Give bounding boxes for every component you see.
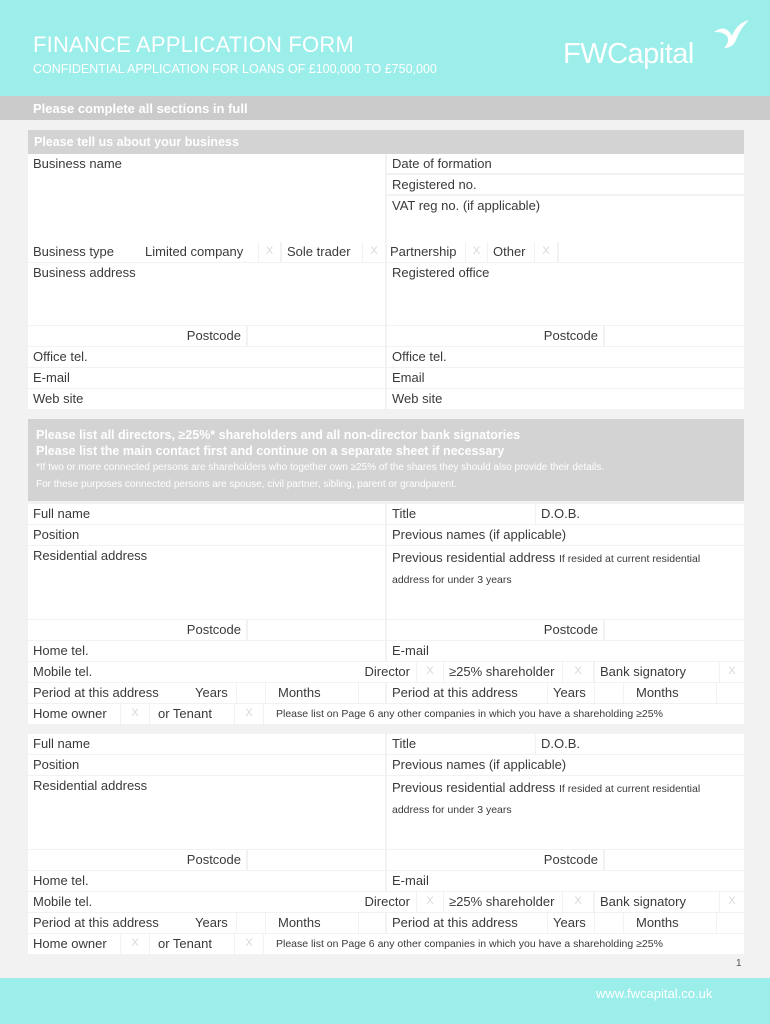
person1-position-field[interactable]: Position — [28, 525, 385, 545]
person2-tenant-checkbox[interactable]: X — [235, 934, 263, 954]
directors-note2: For these purposes connected persons are spouse, civil partner, sibling, parent or grandparent. — [36, 479, 457, 490]
person2-shareholder-label: ≥25% shareholder — [444, 892, 562, 912]
person1-previous-address-note2: address for under 3 years — [392, 574, 512, 586]
person1-mobile-tel-label: Mobile tel. — [33, 664, 93, 679]
person1-shareholder-label: ≥25% shareholder — [444, 662, 562, 682]
vat-reg-field[interactable]: VAT reg no. (if applicable) — [387, 196, 744, 242]
person2-previous-address-field[interactable] — [387, 776, 744, 849]
person2-prev-months-label: Months — [624, 913, 716, 933]
registered-website-field[interactable]: Web site — [387, 389, 744, 409]
person1-title-field[interactable]: Title — [387, 504, 535, 524]
person1-home-owner-checkbox[interactable]: X — [121, 704, 149, 724]
person2-other-companies-note: Please list on Page 6 any other companies in which you have a shareholding ≥25% — [264, 934, 744, 954]
person1-bank-signatory-label: Bank signatory — [595, 662, 719, 682]
person1-tenant-checkbox[interactable]: X — [235, 704, 263, 724]
business-website-field[interactable]: Web site — [28, 389, 385, 409]
person2-prev-years-field[interactable] — [595, 913, 623, 933]
other-checkbox[interactable]: X — [535, 242, 557, 262]
other-type-field[interactable] — [559, 242, 744, 262]
partnership-label: Partnership — [387, 242, 465, 262]
registered-office-tel-field[interactable]: Office tel. — [387, 347, 744, 367]
person1-prev-months-field[interactable] — [717, 683, 744, 703]
person1-other-companies-note: Please list on Page 6 any other companies in which you have a shareholding ≥25% — [264, 704, 744, 724]
person2-home-owner-checkbox[interactable]: X — [121, 934, 149, 954]
registered-no-field[interactable]: Registered no. — [387, 175, 744, 194]
person2-postcode-field[interactable] — [248, 850, 385, 870]
person1-previous-address-note: If resided at current residential — [558, 553, 701, 565]
footer-url-link[interactable]: www.fwcapital.co.uk — [596, 986, 713, 1001]
registered-office-field[interactable]: Registered office — [387, 263, 744, 325]
person2-residential-address-field[interactable]: Residential address — [28, 776, 385, 849]
person1-director-checkbox[interactable]: X — [417, 662, 443, 682]
person2-prev-years-label: Years — [548, 913, 594, 933]
person2-postcode-label: Postcode — [28, 850, 246, 870]
person2-shareholder-checkbox[interactable]: X — [563, 892, 593, 912]
person1-residential-address-field[interactable]: Residential address — [28, 546, 385, 619]
directors-title-line1: Please list all directors, ≥25%* shareholders and all non-director bank signatories — [36, 428, 521, 442]
business-address-field[interactable]: Business address — [28, 263, 385, 325]
person2-dob-field[interactable]: D.O.B. — [536, 734, 744, 754]
person2-years-field[interactable] — [237, 913, 265, 933]
directors-title-line2: Please list the main contact first and continue on a separate sheet if necessary — [36, 444, 505, 458]
limited-company-checkbox[interactable]: X — [259, 242, 280, 262]
person1-postcode-label: Postcode — [28, 620, 246, 640]
person1-home-tel-field[interactable]: Home tel. — [28, 641, 385, 661]
person1-mobile-tel-field[interactable] — [28, 662, 416, 682]
directors-note1: *If two or more connected persons are shareholders who together own ≥25% of the shares they should also provide their details. — [36, 462, 605, 473]
person1-email-field[interactable]: E-mail — [387, 641, 744, 661]
sole-trader-checkbox[interactable]: X — [363, 242, 385, 262]
registered-email-field[interactable]: Email — [387, 368, 744, 388]
person2-previous-address-label: Previous residential address — [392, 780, 556, 795]
instructions-band: Please complete all sections in full — [0, 96, 770, 120]
person2-previous-names-field[interactable]: Previous names (if applicable) — [387, 755, 744, 775]
person1-prev-months-label: Months — [624, 683, 716, 703]
person2-title-field[interactable]: Title — [387, 734, 535, 754]
page-number: 1 — [736, 958, 742, 969]
person1-prev-postcode-label: Postcode — [387, 620, 603, 640]
person2-months-field[interactable] — [359, 913, 385, 933]
partnership-checkbox[interactable]: X — [466, 242, 487, 262]
person1-shareholder-checkbox[interactable]: X — [563, 662, 593, 682]
person2-prev-months-field[interactable] — [717, 913, 744, 933]
person2-position-field[interactable]: Position — [28, 755, 385, 775]
person1-full-name-field[interactable]: Full name — [28, 504, 385, 524]
person1-months-field[interactable] — [359, 683, 385, 703]
person1-years-field[interactable] — [237, 683, 265, 703]
business-postcode-field[interactable] — [248, 326, 385, 346]
limited-company-label: Limited company — [140, 242, 258, 262]
person2-bank-signatory-checkbox[interactable]: X — [720, 892, 744, 912]
person1-previous-address-field[interactable] — [387, 546, 744, 619]
header-banner — [0, 0, 770, 96]
person2-previous-address-note: If resided at current residential — [558, 783, 701, 795]
person1-dob-field[interactable]: D.O.B. — [536, 504, 744, 524]
person2-prev-postcode-field[interactable] — [605, 850, 744, 870]
business-name-field[interactable]: Business name — [28, 154, 385, 242]
person2-tenant-label: or Tenant — [150, 934, 234, 954]
form-title: FINANCE APPLICATION FORM — [33, 32, 354, 57]
person2-months-label: Months — [266, 913, 358, 933]
person1-prev-years-label: Years — [548, 683, 594, 703]
registered-postcode-label: Postcode — [387, 326, 603, 346]
person2-director-label: Director — [364, 894, 410, 909]
logo: FWCapital — [563, 38, 694, 70]
directors-section-title — [28, 419, 744, 501]
business-type-label: Business type — [28, 242, 140, 262]
person2-director-checkbox[interactable]: X — [417, 892, 443, 912]
person1-postcode-field[interactable] — [248, 620, 385, 640]
office-tel-field[interactable]: Office tel. — [28, 347, 385, 367]
person2-previous-address-note2: address for under 3 years — [392, 804, 512, 816]
person1-years-label: Years — [190, 683, 236, 703]
person2-mobile-tel-label: Mobile tel. — [33, 894, 93, 909]
footer-banner — [0, 978, 770, 1024]
sole-trader-label: Sole trader — [282, 242, 362, 262]
person2-prev-postcode-label: Postcode — [387, 850, 603, 870]
person1-previous-names-field[interactable]: Previous names (if applicable) — [387, 525, 744, 545]
bird-logo-icon — [712, 18, 750, 54]
person1-home-owner-label: Home owner — [28, 704, 120, 724]
other-label: Other — [488, 242, 534, 262]
person1-prev-years-field[interactable] — [595, 683, 623, 703]
business-postcode-label: Postcode — [28, 326, 246, 346]
person1-tenant-label: or Tenant — [150, 704, 234, 724]
business-section-title: Please tell us about your business — [28, 130, 744, 154]
business-email-field[interactable]: E-mail — [28, 368, 385, 388]
person2-email-field[interactable]: E-mail — [387, 871, 744, 891]
date-of-formation-field[interactable]: Date of formation — [387, 154, 744, 173]
person2-full-name-field[interactable]: Full name — [28, 734, 385, 754]
person2-period-label: Period at this address — [28, 913, 190, 933]
person1-previous-address-label: Previous residential address — [392, 550, 556, 565]
person1-prev-postcode-field[interactable] — [605, 620, 744, 640]
person1-director-label: Director — [364, 664, 410, 679]
person2-prev-period-label: Period at this address — [387, 913, 547, 933]
registered-postcode-field[interactable] — [605, 326, 744, 346]
person1-period-label: Period at this address — [28, 683, 190, 703]
person2-years-label: Years — [190, 913, 236, 933]
person2-bank-signatory-label: Bank signatory — [595, 892, 719, 912]
person2-home-tel-field[interactable]: Home tel. — [28, 871, 385, 891]
person1-bank-signatory-checkbox[interactable]: X — [720, 662, 744, 682]
person1-prev-period-label: Period at this address — [387, 683, 547, 703]
person2-mobile-tel-field[interactable] — [28, 892, 416, 912]
person1-months-label: Months — [266, 683, 358, 703]
form-subtitle: CONFIDENTIAL APPLICATION FOR LOANS OF £100,000 TO £750,000 — [33, 62, 437, 76]
person2-home-owner-label: Home owner — [28, 934, 120, 954]
